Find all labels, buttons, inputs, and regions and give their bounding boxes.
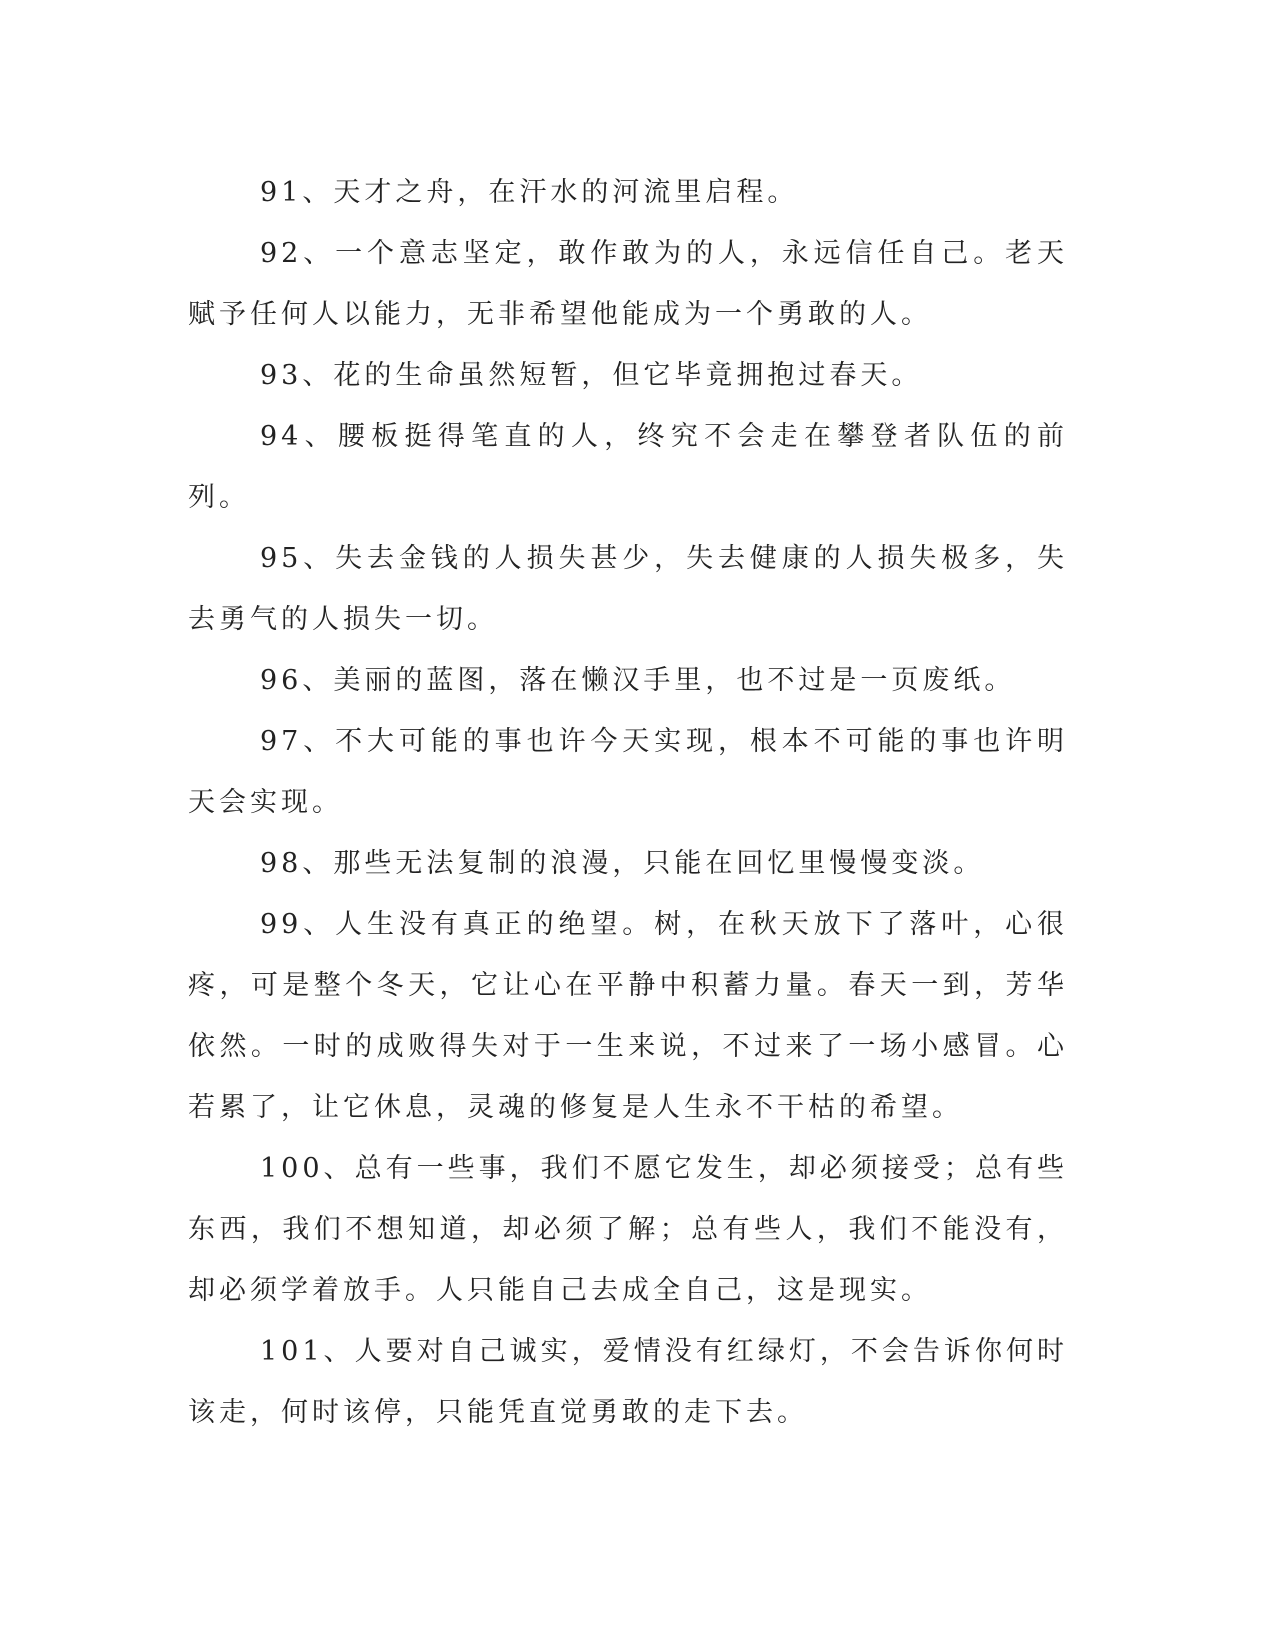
paragraph-93: 93、花的生命虽然短暂，但它毕竟拥抱过春天。 — [260, 360, 923, 391]
paragraph-95: 95、失去金钱的人损失甚少，失去健康的人损失极多，失去勇气的人损失一切。 — [188, 543, 1068, 635]
paragraph-96: 96、美丽的蓝图，落在懒汉手里，也不过是一页废纸。 — [260, 665, 1016, 696]
paragraph-101: 101、人要对自己诚实，爱情没有红绿灯，不会告诉你何时该走，何时该停，只能凭直觉勇敢的走下去。 — [188, 1336, 1068, 1428]
paragraph-99: 99、人生没有真正的绝望。树，在秋天放下了落叶，心很疼，可是整个冬天，它让心在平静中积蓄力量。春天一到，芳华依然。一时的成败得失对于一生来说，不过来了一场小感冒。心若累了，让它休息，灵魂的修复是人生永不干枯的希望。 — [188, 909, 1068, 1123]
paragraph-97: 97、不大可能的事也许今天实现，根本不可能的事也许明天会实现。 — [188, 726, 1068, 818]
paragraph-92: 92、一个意志坚定，敢作敢为的人，永远信任自己。老天赋予任何人以能力，无非希望他能成为一个勇敢的人。 — [188, 238, 1068, 330]
paragraph-94: 94、腰板挺得笔直的人，终究不会走在攀登者队伍的前列。 — [188, 421, 1068, 513]
document-body — [188, 162, 1068, 1443]
paragraph-100: 100、总有一些事，我们不愿它发生，却必须接受；总有些东西，我们不想知道，却必须了解；总有些人，我们不能没有，却必须学着放手。人只能自己去成全自己，这是现实。 — [188, 1153, 1068, 1306]
paragraph-91: 91、天才之舟，在汗水的河流里启程。 — [260, 177, 799, 208]
paragraph-98: 98、那些无法复制的浪漫，只能在回忆里慢慢变淡。 — [260, 848, 985, 879]
